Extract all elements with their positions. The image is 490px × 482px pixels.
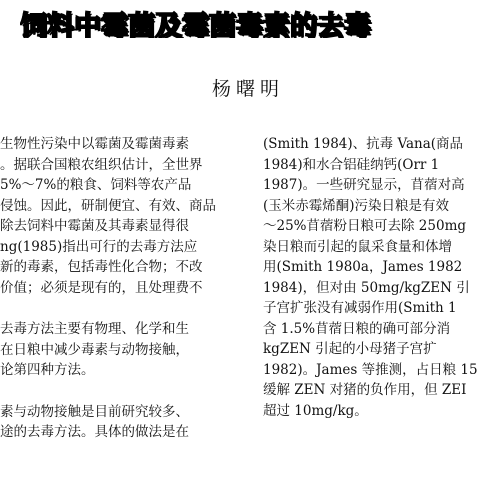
text-line: ～25%苜蓿粉日粮可去除 250mg [263,218,467,234]
paragraph-gap [0,381,236,402]
text-line: 去毒方法主要有物理、化学和生 [0,321,189,337]
author-name: 杨曙明 [212,78,285,100]
text-line: 新的毒素，包括毒性化合物；不改 [0,259,203,275]
paragraph-gap [0,298,236,319]
left-column [0,134,236,443]
text-line: 5%～7%的粮食、饲料等农产品 [0,177,192,193]
text-line: 1987)。一些研究显示，苜蓿对高 [263,177,465,193]
article-title: 饲料中霉菌及霉菌毒素的去毒 [20,11,371,38]
text-line: 子宫扩张没有减弱作用(Smith 1 [263,300,457,316]
text-line: 价值；必须是现有的，且处理费不 [0,279,203,296]
text-line: 论第四种方法。 [0,362,95,378]
text-line: 含 1.5%苜蓿日粮的确可部分消 [263,320,451,337]
text-line: 超过 10mg/kg。 [263,402,368,419]
text-line: 缓解 ZEN 对猪的负作用，但 ZEI [263,382,467,398]
text-line: 用(Smith 1980a，James 1982 [263,259,463,275]
text-line: 1984)，但对由 50mg/kgZEN 引 [263,279,470,296]
text-line: 素与动物接触是目前研究较多、 [0,403,189,420]
text-line: kgZEN 引起的小母猪子宫扩 [263,341,437,357]
text-line: 染日粮而引起的鼠采食量和体增 [263,238,452,255]
text-line: ng(1985)指出可行的去毒方法应 [0,238,198,255]
text-line: 1984)和水合铝硅纳钙(Orr 1 [263,156,440,173]
text-line: 1982)。James 等推测，占日粮 15 [263,361,478,378]
text-line: 。据联合国粮农组织估计，全世界 [0,156,203,173]
right-column [263,134,490,421]
text-line: 侵蚀。因此，研制便宜、有效、商品 [0,197,216,214]
text-line: 在日粮中减少毒素与动物接触， [0,341,189,358]
text-line: (玉米赤霉烯酮)污染日粮是有效 [263,197,450,214]
text-line: (Smith 1984)、抗毒 Vana(商品 [263,136,464,152]
text-line: 生物性污染中以霉菌及霉菌毒素 [0,136,189,152]
text-line: 途的去毒方法。具体的做法是在 [0,424,189,440]
text-line: 除去饲料中霉菌及其毒素显得很 [0,218,189,234]
